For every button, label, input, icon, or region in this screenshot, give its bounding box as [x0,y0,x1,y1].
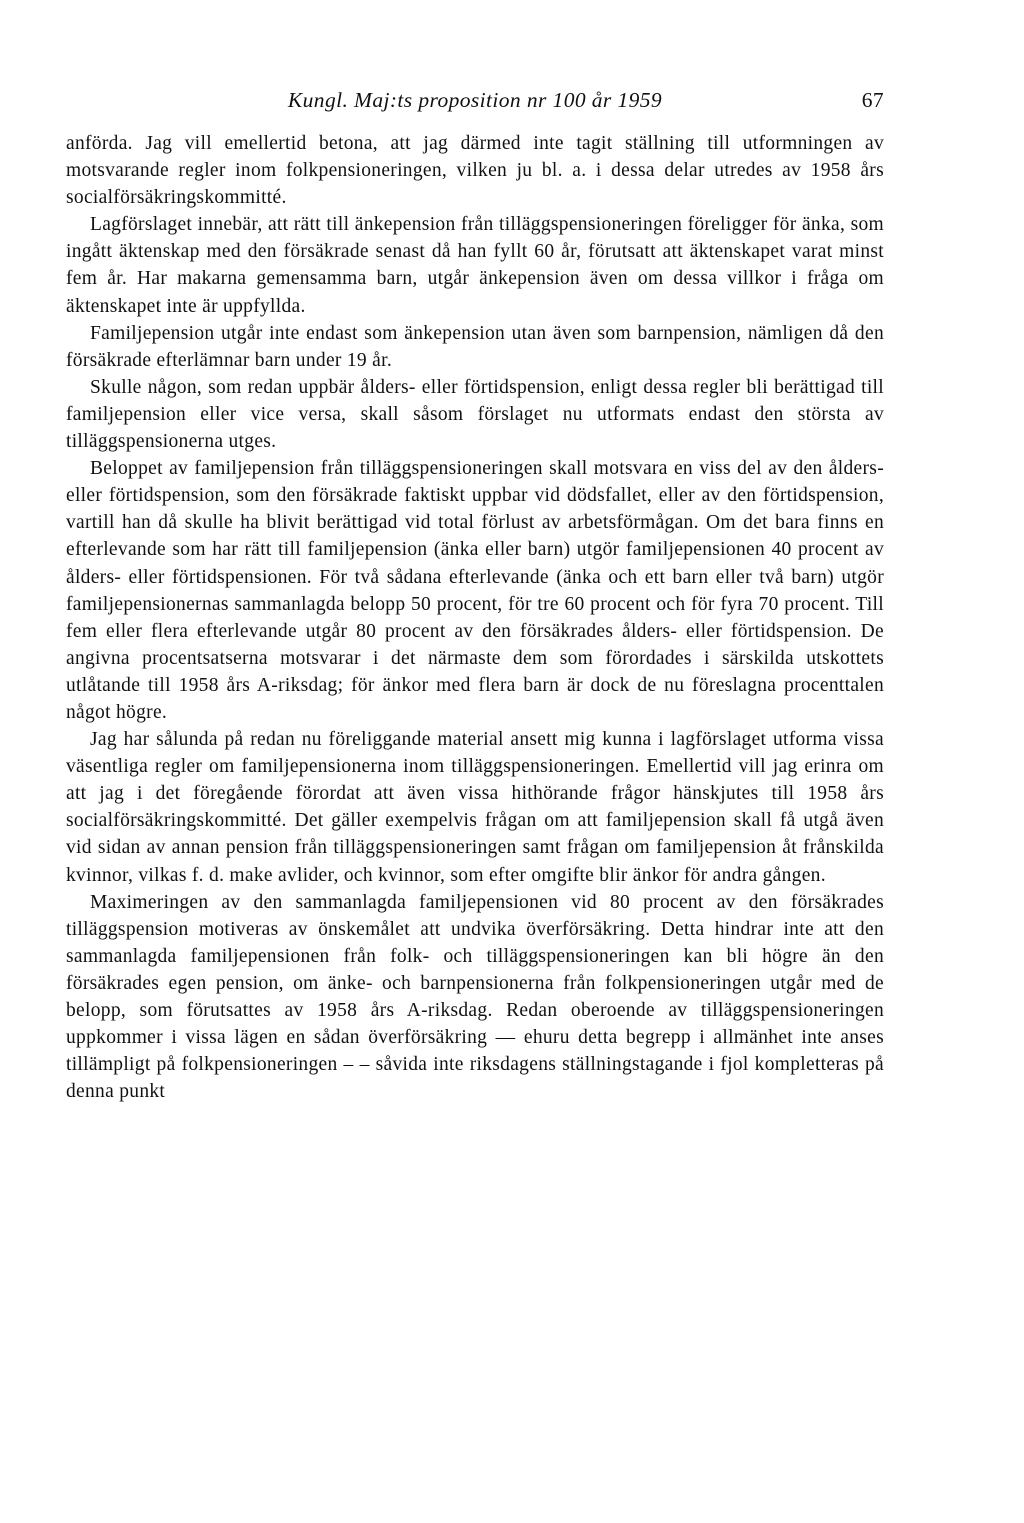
paragraph: Skulle någon, som redan uppbär ålders- eller förtidspension, enligt dessa regler bli berättigad till familjepension eller vice versa, skall såsom förslaget nu utformats endast den största av tilläggspensionerna utges. [66,376,884,453]
running-title: Kungl. Maj:ts proposition nr 100 år 1959 [287,88,663,112]
paragraph: Beloppet av familjepension från tilläggspensioneringen skall motsvara en viss del av den ålders- eller förtidspension, som den försäkrade faktiskt uppbar vid dödsfallet, eller av den förtidspension, vartill han då skulle ha blivit berättigad vid total förlust av arbetsförmågan. Om det bara finns en efterlevande som har rätt till familjepension (änka eller barn) utgör familjepensionen 40 procent av ålders- eller förtidspensionen. För två sådana efterlevande (änka och ett barn eller två barn) utgör familjepensionernas sammanlagda belopp 50 procent, för tre 60 procent och för fyra 70 procent. Till fem eller flera efterlevande utgår 80 procent av den försäkrades ålders- eller förtidspension. De angivna procentsatserna motsvarar i det närmaste dem som förordades i särskilda utskottets utlåtande till 1958 års A-riksdag; för änkor med flera barn är dock de nu föreslagna procenttalen något högre. [66,458,884,723]
paragraph: Lagförslaget innebär, att rätt till änkepension från tilläggspensioneringen föreligger för änka, som ingått äktenskap med den försäkrade senast då han fyllt 60 år, förutsatt att äktenskapet varat minst fem år. Har makarna gemensamma barn, utgår änkepension även om dessa villkor i fråga om äktenskapet inte är uppfyllda. [66,214,884,317]
page-header [66,88,884,118]
paragraph: Jag har sålunda på redan nu föreliggande material ansett mig kunna i lagförslaget utforma vissa väsentliga regler om familjepensionerna inom tilläggspensioneringen. Emellertid vill jag erinra om att jag i det föregående förordat att även vissa hithörande frågor hänskjutes till 1958 års socialförsäkringskommitté. Det gäller exempelvis frågan om att familjepension skall få utgå även vid sidan av annan pension från tilläggspensioneringen samt frågan om familjepension åt frånskilda kvinnor, vilkas f. d. make avlider, och kvinnor, som efter omgifte blir änkor för andra gången. [66,729,884,886]
paragraph: Familjepension utgår inte endast som änkepension utan även som barnpension, nämligen då den försäkrade efterlämnar barn under 19 år. [66,322,884,371]
body-text [66,130,884,1105]
paragraph: Maximeringen av den sammanlagda familjepensionen vid 80 procent av den försäkrades tilläggspension motiveras av önskemålet att undvika överförsäkring. Detta hindrar inte att den sammanlagda familjepensionen från folk- och tilläggspensioneringen kan bli högre än den försäkrades egen pension, om änke- och barnpensionerna från folkpensioneringen utgår med de belopp, som förutsattes av 1958 års A-riksdag. Redan oberoende av tilläggspensioneringen uppkommer i vissa lägen en sådan överförsäkring — ehuru detta begrepp i allmänhet inte anses tillämpligt på folkpensioneringen – – såvida inte riksdagens ställningstagande i fjol kompletteras på denna punkt [66,891,884,1103]
page-number: 67 [861,88,884,112]
paragraph: anförda. Jag vill emellertid betona, att jag därmed inte tagit ställning till utformningen av motsvarande regler inom folkpensioneringen, vilken ju bl. a. i dessa delar utredes av 1958 års socialförsäkringskommitté. [66,133,884,209]
